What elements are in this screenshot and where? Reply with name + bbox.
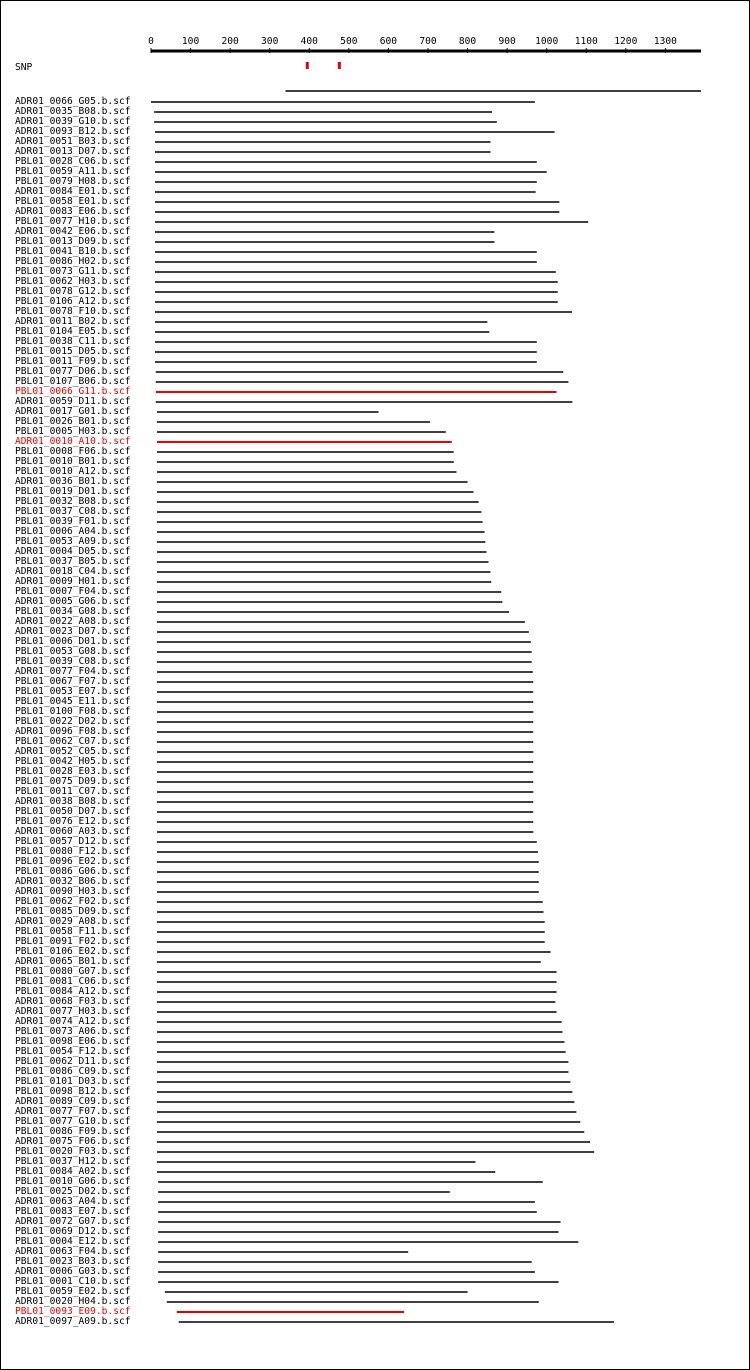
read-label: PBL01_0098_B12.b.scf — [15, 1086, 131, 1097]
read-label: ADR01_0023_D07.b.scf — [15, 626, 131, 637]
read-label: PBL01_0011_F09.b.scf — [15, 356, 131, 367]
axis-tick-label: 1300 — [653, 36, 677, 47]
read-label: ADR01_0006_G03.b.scf — [15, 1266, 131, 1277]
read-label: PBL01_0062_H03.b.scf — [15, 276, 131, 287]
read-label: PBL01_0005_H03.b.scf — [15, 426, 131, 437]
read-label: ADR01_0009_H01.b.scf — [15, 576, 131, 587]
read-label: PBL01_0050_D07.b.scf — [15, 806, 131, 817]
read-label: PBL01_0028_E03.b.scf — [15, 766, 131, 777]
read-label: ADR01_0005_G06.b.scf — [15, 596, 131, 607]
read-label: PBL01_0045_E11.b.scf — [15, 696, 131, 707]
read-label: ADR01_0063_A04.b.scf — [15, 1196, 131, 1207]
read-label: ADR01_0038_B08.b.scf — [15, 796, 131, 807]
read-label: PBL01_0104_E05.b.scf — [15, 326, 131, 337]
read-label: PBL01_0078_G12.b.scf — [15, 286, 131, 297]
read-label: PBL01_0106_A12.b.scf — [15, 296, 131, 307]
snp-marker — [306, 62, 309, 69]
axis-tick-label: 700 — [419, 36, 437, 47]
read-label: PBL01_0001_C10.b.scf — [15, 1276, 131, 1287]
axis-tick-label: 900 — [498, 36, 516, 47]
axis-tick-label: 200 — [221, 36, 239, 47]
read-label: ADR01_0004_D05.b.scf — [15, 546, 131, 557]
read-label: PBL01_0096_E02.b.scf — [15, 856, 131, 867]
read-label: PBL01_0037_C08.b.scf — [15, 506, 131, 517]
read-label: PBL01_0080_F12.b.scf — [15, 846, 131, 857]
read-label: PBL01_0010_G06.b.scf — [15, 1176, 131, 1187]
axis-tick-label: 1100 — [574, 36, 598, 47]
snp-marker — [338, 62, 341, 69]
read-label: ADR01_0084_E01.b.scf — [15, 186, 131, 197]
read-label: PBL01_0086_H02.b.scf — [15, 256, 131, 267]
axis-tick-label: 600 — [379, 36, 398, 47]
read-label: PBL01_0039_C08.b.scf — [15, 656, 131, 667]
read-list — [15, 91, 701, 1327]
read-label: ADR01_0074_A12.b.scf — [15, 1016, 131, 1027]
read-label: PBL01_0006_A04.b.scf — [15, 526, 131, 537]
read-label: ADR01_0066_G05.b.scf — [15, 96, 131, 107]
axis-tick-label: 500 — [340, 36, 358, 47]
read-label: ADR01_0060_A03.b.scf — [15, 826, 131, 837]
read-label: PBL01_0067_F07.b.scf — [15, 676, 131, 687]
read-label: PBL01_0053_G08.b.scf — [15, 646, 131, 657]
read-label: PBL01_0091_F02.b.scf — [15, 936, 131, 947]
read-label: PBL01_0022_D02.b.scf — [15, 716, 131, 727]
read-label: PBL01_0073_G11.b.scf — [15, 266, 131, 277]
read-label: PBL01_0007_F04.b.scf — [15, 586, 131, 597]
read-label: PBL01_0020_F03.b.scf — [15, 1146, 131, 1157]
read-label: PBL01_0062_F02.b.scf — [15, 896, 131, 907]
read-label: ADR01_0051_B03.b.scf — [15, 136, 131, 147]
read-label: PBL01_0084_A02.b.scf — [15, 1166, 131, 1177]
read-label: PBL01_0015_D05.b.scf — [15, 346, 131, 357]
read-label: PBL01_0084_A12.b.scf — [15, 986, 131, 997]
read-label: ADR01_0077_F07.b.scf — [15, 1106, 131, 1117]
read-label: ADR01_0068_F03.b.scf — [15, 996, 131, 1007]
read-label: ADR01_0039_G10.b.scf — [15, 116, 131, 127]
read-label: PBL01_0077_H10.b.scf — [15, 216, 131, 227]
read-label: ADR01_0089_C09.b.scf — [15, 1096, 131, 1107]
position-axis — [148, 36, 701, 53]
read-label: PBL01_0004_E12.b.scf — [15, 1236, 131, 1247]
axis-tick-label: 100 — [181, 36, 200, 47]
axis-tick-label: 1200 — [614, 36, 638, 47]
read-label: PBL01_0101_D03.b.scf — [15, 1076, 131, 1087]
read-label: ADR01_0083_E06.b.scf — [15, 206, 131, 217]
read-label: PBL01_0086_G06.b.scf — [15, 866, 131, 877]
read-label: PBL01_0100_F08.b.scf — [15, 706, 131, 717]
read-label: PBL01_0006_D01.b.scf — [15, 636, 131, 647]
read-label: PBL01_0062_D11.b.scf — [15, 1056, 131, 1067]
read-label: PBL01_0053_E07.b.scf — [15, 686, 131, 697]
read-label: PBL01_0086_C09.b.scf — [15, 1066, 131, 1077]
read-label: ADR01_0042_E06.b.scf — [15, 226, 131, 237]
read-label: PBL01_0075_D09.b.scf — [15, 776, 131, 787]
axis-tick-label: 300 — [261, 36, 279, 47]
read-label: ADR01_0059_D11.b.scf — [15, 396, 131, 407]
read-label: ADR01_0072_G07.b.scf — [15, 1216, 131, 1227]
read-label: PBL01_0107_B06.b.scf — [15, 376, 131, 387]
read-label: PBL01_0058_E01.b.scf — [15, 196, 131, 207]
read-label: PBL01_0026_B01.b.scf — [15, 416, 131, 427]
snp-label: SNP — [15, 62, 33, 73]
read-label: ADR01_0063_F04.b.scf — [15, 1246, 131, 1257]
read-label: ADR01_0011_B02.b.scf — [15, 316, 131, 327]
read-label: ADR01_0010_A10.b.scf — [15, 436, 131, 447]
read-label: ADR01_0097_A09.b.scf — [15, 1316, 131, 1327]
read-label: PBL01_0057_D12.b.scf — [15, 836, 131, 847]
read-label: PBL01_0058_F11.b.scf — [15, 926, 131, 937]
read-label: PBL01_0037_B05.b.scf — [15, 556, 131, 567]
read-label: PBL01_0032_B08.b.scf — [15, 496, 131, 507]
read-label: ADR01_0090_H03.b.scf — [15, 886, 131, 897]
read-label: PBL01_0008_F06.b.scf — [15, 446, 131, 457]
axis-tick-label: 1000 — [535, 36, 559, 47]
read-label: PBL01_0077_D06.b.scf — [15, 366, 131, 377]
read-label: PBL01_0037_H12.b.scf — [15, 1156, 131, 1167]
read-label: PBL01_0023_B03.b.scf — [15, 1256, 131, 1267]
read-label: PBL01_0079_H08.b.scf — [15, 176, 131, 187]
read-label: PBL01_0013_D09.b.scf — [15, 236, 131, 247]
read-label: ADR01_0013_D07.b.scf — [15, 146, 131, 157]
read-label: PBL01_0059_E02.b.scf — [15, 1286, 131, 1297]
read-label: PBL01_0098_E06.b.scf — [15, 1036, 131, 1047]
read-label: ADR01_0017_G01.b.scf — [15, 406, 131, 417]
read-label: PBL01_0019_D01.b.scf — [15, 486, 131, 497]
read-label: ADR01_0036_B01.b.scf — [15, 476, 131, 487]
read-label: PBL01_0081_C06.b.scf — [15, 976, 131, 987]
axis-tick-label: 0 — [148, 36, 154, 47]
read-label: PBL01_0010_A12.b.scf — [15, 466, 131, 477]
read-label: ADR01_0020_H04.b.scf — [15, 1296, 131, 1307]
read-label: PBL01_0069_D12.b.scf — [15, 1226, 131, 1237]
read-label: ADR01_0065_B01.b.scf — [15, 956, 131, 967]
read-label: PBL01_0093_E09.b.scf — [15, 1306, 131, 1317]
read-label: ADR01_0077_H03.b.scf — [15, 1006, 131, 1017]
read-label: PBL01_0073_A06.b.scf — [15, 1026, 131, 1037]
read-label: ADR01_0022_A08.b.scf — [15, 616, 131, 627]
read-label: PBL01_0038_C11.b.scf — [15, 336, 131, 347]
read-label: PBL01_0080_G07.b.scf — [15, 966, 131, 977]
read-label: PBL01_0011_C07.b.scf — [15, 786, 131, 797]
read-label: PBL01_0066_G11.b.scf — [15, 386, 131, 397]
axis-tick-label: 400 — [300, 36, 318, 47]
read-label: PBL01_0042_H05.b.scf — [15, 756, 131, 767]
read-label: PBL01_0078_F10.b.scf — [15, 306, 131, 317]
read-label: PBL01_0034_G08.b.scf — [15, 606, 131, 617]
read-label: PBL01_0083_E07.b.scf — [15, 1206, 131, 1217]
snp-track — [15, 62, 341, 73]
read-label: PBL01_0025_D02.b.scf — [15, 1186, 131, 1197]
read-label: PBL01_0059_A11.b.scf — [15, 166, 131, 177]
read-label: ADR01_0032_B06.b.scf — [15, 876, 131, 887]
read-alignment-chart — [1, 1, 749, 1369]
read-label: PBL01_0028_C06.b.scf — [15, 156, 131, 167]
read-label: ADR01_0077_F04.b.scf — [15, 666, 131, 677]
read-label: ADR01_0018_C04.b.scf — [15, 566, 131, 577]
read-label: PBL01_0039_F01.b.scf — [15, 516, 131, 527]
read-label: PBL01_0085_D09.b.scf — [15, 906, 131, 917]
axis-tick-label: 800 — [458, 36, 477, 47]
read-label: ADR01_0035_B08.b.scf — [15, 106, 131, 117]
read-label: PBL01_0010_B01.b.scf — [15, 456, 131, 467]
read-label: PBL01_0062_C07.b.scf — [15, 736, 131, 747]
read-label: PBL01_0077_G10.b.scf — [15, 1116, 131, 1127]
read-label: ADR01_0096_F08.b.scf — [15, 726, 131, 737]
read-label: PBL01_0086_F09.b.scf — [15, 1126, 131, 1137]
read-label: ADR01_0075_F06.b.scf — [15, 1136, 131, 1147]
read-label: PBL01_0106_E02.b.scf — [15, 946, 131, 957]
read-label: PBL01_0041_B10.b.scf — [15, 246, 131, 257]
read-label: PBL01_0076_E12.b.scf — [15, 816, 131, 827]
read-label: ADR01_0093_B12.b.scf — [15, 126, 131, 137]
read-label: ADR01_0052_C05.b.scf — [15, 746, 131, 757]
read-label: ADR01_0029_A08.b.scf — [15, 916, 131, 927]
read-label: PBL01_0054_F12.b.scf — [15, 1046, 131, 1057]
read-label: PBL01_0053_A09.b.scf — [15, 536, 131, 547]
